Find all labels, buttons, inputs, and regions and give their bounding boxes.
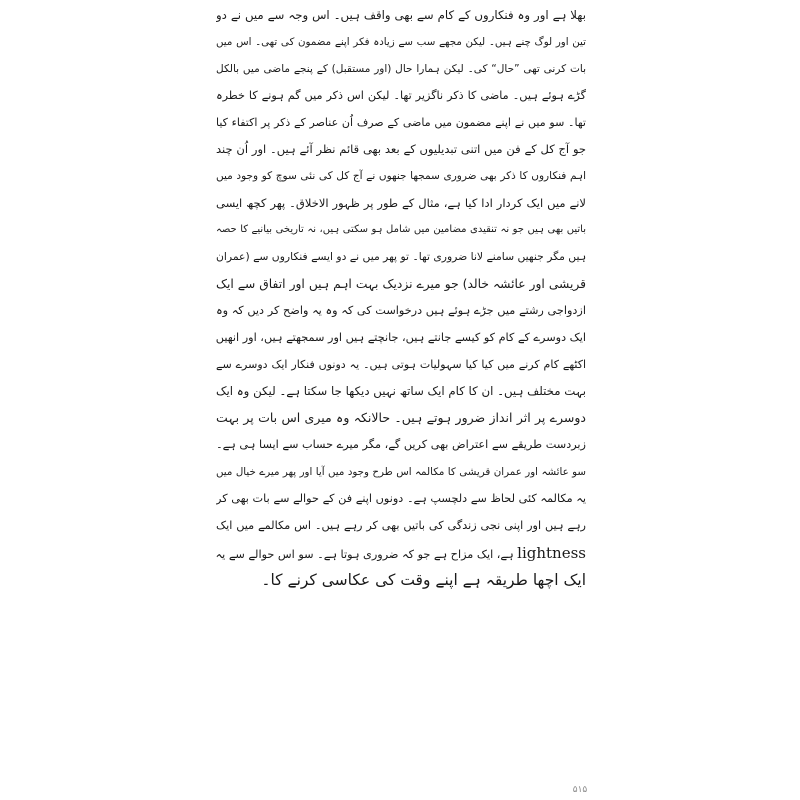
text-line: اکٹھے کام کرنے میں کیا کیا سہولیات ہوتی ہیں۔ یہ دونوں فنکار ایک دوسرے سے [216, 357, 586, 371]
text-line: ہیں مگر جنھیں سامنے لانا ضروری تھا۔ تو پھر میں نے دو ایسے فنکاروں سے (عمران [216, 250, 586, 264]
text-line: تھا۔ سو میں نے اپنے مضمون میں ماضی کے صرف اُن عناصر کے ذکر پر اکتفاء کیا [216, 115, 586, 129]
text-line: بات کرنی تھی ”حال“ کی۔ لیکن ہمارا حال (اور مستقبل) کے پنجے ماضی میں بالکل [216, 62, 586, 75]
text-line: زبردست طریقے سے اعتراض بھی کریں گے، مگر میرے حساب سے ایسا ہی ہے۔ [216, 438, 586, 452]
text-line: جو آج کل کے فن میں اتنی تبدیلیوں کے بعد بھی قائم نظر آئے ہیں۔ اور اُن چند [216, 142, 586, 157]
text-line: بھلا ہے اور وہ فنکاروں کے کام سے بھی واقف ہیں۔ اس وجہ سے میں نے دو [216, 8, 586, 22]
text-line: سو عائشہ اور عمران قریشی کا مکالمہ اس طرح وجود میں آیا اور پھر میرے خیال میں [216, 466, 586, 479]
text-line: ایک دوسرے کے کام کو کیسے جانتے ہیں، جانچتے ہیں اور سمجھتے ہیں، اور انھیں [216, 330, 586, 344]
text-line: ایک اچھا طریقہ ہے اپنے وقت کی عکاسی کرنے کا۔ [261, 570, 586, 589]
text-line: لانے میں ایک کردار ادا کیا ہے، مثال کے طور پر ظہور الاخلاق۔ پھر کچھ ایسی [216, 196, 586, 211]
text-line: گڑے ہوئے ہیں۔ ماضی کا ذکر ناگزیر تھا۔ لیکن اس ذکر میں گم ہونے کا خطرہ [216, 88, 586, 102]
latin-word: lightness [517, 543, 586, 562]
text-line: اہم فنکاروں کا ذکر بھی ضروری سمجھا جنھوں نے آج کل کی نئی سوچ کو وجود میں [216, 170, 586, 183]
text-line: تین اور لوگ چنے ہیں۔ لیکن مجھے سب سے زیادہ فکر اپنے مضمون کی تھی۔ اس میں [216, 35, 586, 48]
body-text [216, 2, 586, 594]
text-line: قریشی اور عائشہ خالد) جو میرے نزدیک بہت اہم ہیں اور اتفاق سے ایک [216, 276, 586, 291]
text-line: دوسرے پر اثر انداز ضرور ہوتے ہیں۔ حالانکہ وہ میری اس بات پر بہت [216, 410, 586, 426]
text-line: یہ مکالمہ کئی لحاظ سے دلچسپ ہے۔ دونوں اپنے فن کے حوالے سے بات بھی کر [216, 492, 586, 506]
page-number: ۵۱۵ [572, 785, 588, 795]
text-line: ازدواجی رشتے میں جڑے ہوئے ہیں درخواست کی کہ وہ یہ واضح کر دیں کہ وہ [216, 303, 586, 317]
text-line: باتیں بھی ہیں جو نہ تنقیدی مضامین میں شامل ہو سکتی ہیں، نہ تاریخی بیانیے کا حصہ [216, 224, 586, 236]
text-line: بہت مختلف ہیں۔ ان کا کام ایک ساتھ نہیں دیکھا جا سکتا ہے۔ لیکن وہ ایک [216, 384, 586, 399]
text-line: lightness ہے، ایک مزاح ہے جو کہ ضروری ہوتا ہے۔ سو اس حوالے سے یہ [216, 543, 586, 562]
text-line: رہے ہیں اور اپنی نجی زندگی کی باتیں بھی کر رہے ہیں۔ اس مکالمے میں ایک [216, 518, 586, 532]
